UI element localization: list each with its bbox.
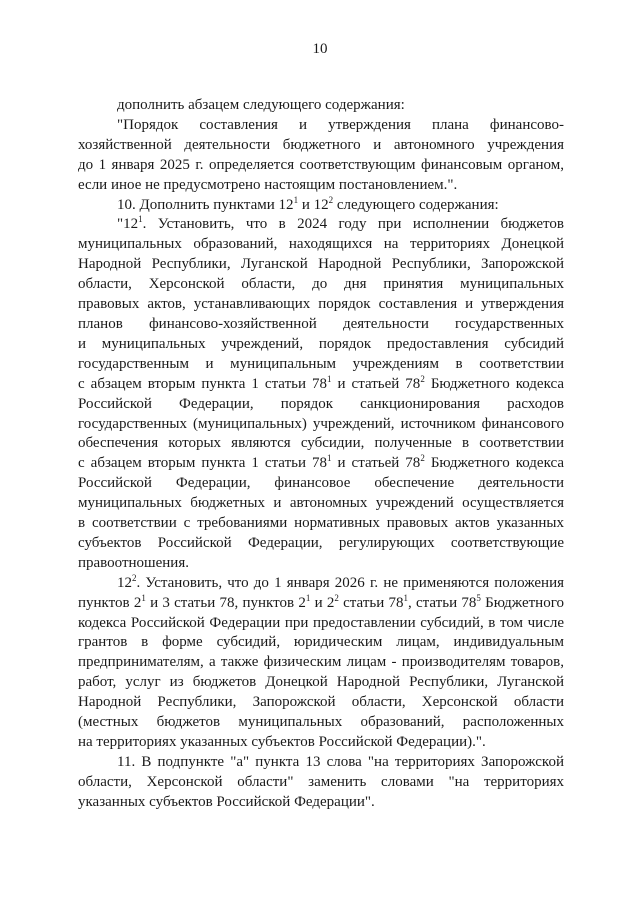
text-line: 10. Дополнить пунктами $12^1$ и $12^2$ следующего содержания: — [117, 194, 499, 213]
text-line: муниципальных образований, находящихся на территориях Донецкой — [78, 236, 564, 253]
page-number: 10 — [312, 41, 328, 57]
text-line: (местных бюджетов муниципальных образований, расположенных — [78, 714, 564, 731]
paragraph — [78, 574, 564, 753]
text-line: хозяйственной деятельности бюджетного и автономного учреждения — [78, 136, 564, 153]
text-line: в соответствии с требованиями нормативных правовых актов указанных — [78, 515, 564, 532]
paragraph — [78, 753, 564, 813]
text-line: с абзацем вторым пункта 1 статьи $78^1$ и статьей $78^2$ Бюджетного кодекса — [78, 453, 564, 472]
text-line: "Порядок составления и утверждения плана финансово- — [117, 116, 564, 133]
text-line: и муниципальных учреждений, порядок предоставления субсидий — [78, 335, 564, 352]
text-line: "$12^1$. Установить, что в 2024 году при исполнении бюджетов — [117, 214, 564, 233]
text-line: 11. В подпункте "а" пункта 13 слова "на территориях Запорожской — [117, 753, 564, 770]
text-line: дополнить абзацем следующего содержания: — [117, 97, 405, 113]
text-line: области, Херсонской области, до дня принятия муниципальных — [78, 276, 564, 293]
text-line: $12^2$. Установить, что до 1 января 2026 г. не применяются положения — [117, 572, 564, 591]
text-line: обеспечения которых являются субсидии, полученные в соответствии — [78, 435, 564, 452]
text-line: Народной Республики, Запорожской области, Херсонской области — [78, 694, 564, 711]
text-line: с абзацем вторым пункта 1 статьи $78^1$ и статьей $78^2$ Бюджетного кодекса — [78, 373, 564, 392]
text-line: субъектов Российской Федерации, регулирующих соответствующие — [78, 534, 564, 551]
paragraph — [78, 215, 564, 573]
text-line: Российской Федерации, финансовое обеспечение деятельности — [78, 475, 564, 492]
text-line: планов финансово-хозяйственной деятельности государственных — [78, 315, 564, 332]
text-line: Народной Республики, Луганской Народной Республики, Запорожской — [78, 256, 564, 273]
text-line: грантов в форме субсидий, юридическим лицам, индивидуальным — [78, 634, 564, 651]
text-line: если иное не предусмотрено настоящим постановлением.". — [78, 176, 458, 193]
text-line: пунктов $2^1$ и 3 статьи 78, пунктов $2^1$ и $2^2$ статьи $78^1$, статьи $78^5$ Бюджетного — [78, 592, 564, 611]
text-line: работ, услуг из бюджетов Донецкой Народной Республики, Луганской — [78, 674, 564, 691]
text-line: государственным и муниципальным учреждениям в соответствии — [78, 355, 564, 372]
text-line: государственных (муниципальных) учреждений, источником финансового — [78, 415, 564, 432]
text-line: Российской Федерации, порядок санкционирования расходов — [78, 395, 564, 412]
text-line: кодекса Российской Федерации при предоставлении субсидий, в том числе — [78, 614, 564, 631]
text-line: правовых актов, устанавливающих порядок составления и утверждения — [78, 296, 564, 313]
text-line: на территориях указанных субъектов Российской Федерации).". — [78, 734, 486, 750]
text-line: муниципальных бюджетных и автономных учреждений осуществляется — [78, 495, 564, 512]
paragraph — [78, 196, 564, 216]
paragraph — [78, 96, 564, 116]
document-body — [78, 96, 564, 813]
text-line: области, Херсонской области" заменить словами "на территориях — [78, 773, 564, 790]
text-line: предпринимателям, а также физическим лицам - производителям товаров, — [78, 654, 564, 671]
text-line: указанных субъектов Российской Федерации". — [78, 793, 375, 810]
text-line: до 1 января 2025 г. определяется соответствующим финансовым органом, — [78, 156, 564, 173]
text-line: правоотношения. — [78, 554, 189, 571]
paragraph — [78, 116, 564, 196]
